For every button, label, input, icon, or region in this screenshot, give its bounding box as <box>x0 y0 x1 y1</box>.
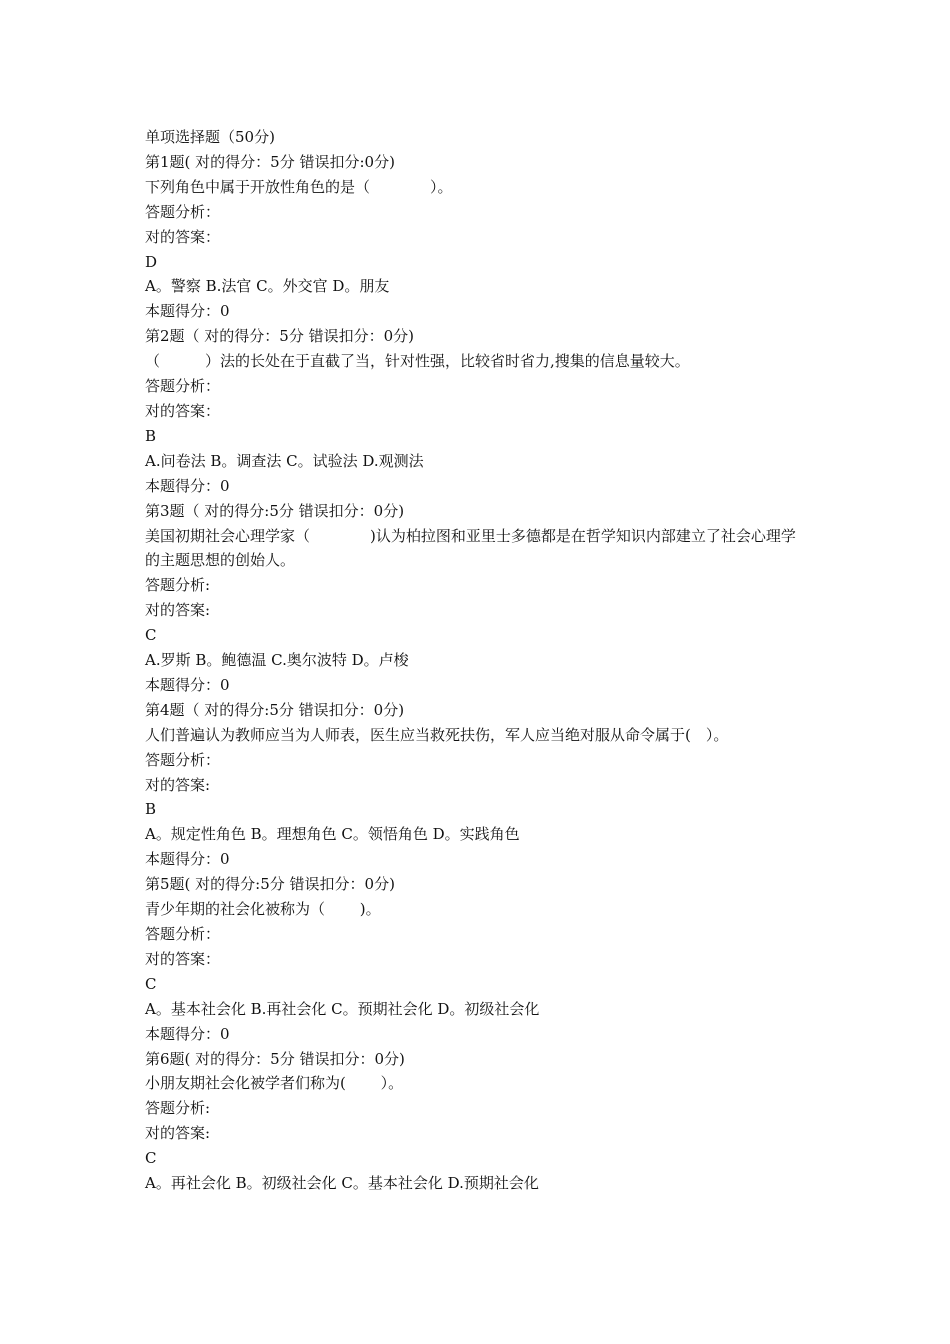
analysis-label: 答题分析： <box>145 202 221 221</box>
question-score: 本题得分：0 <box>145 1024 230 1043</box>
question-header: 第4题（ 对的得分:5分 错误扣分：0分) <box>145 700 405 719</box>
question-header: 第2题（ 对的得分：5分 错误扣分：0分) <box>145 327 415 346</box>
question-2 <box>145 324 810 498</box>
answer-value: C <box>145 974 157 993</box>
question-4 <box>145 698 810 872</box>
answer-label: 对的答案： <box>145 401 221 420</box>
question-options: A。规定性角色 B。理想角色 C。领悟角色 D。实践角色 <box>145 825 520 844</box>
question-options: A。再社会化 B。初级社会化 C。基本社会化 D.预期社会化 <box>145 1174 539 1193</box>
question-header: 第3题（ 对的得分:5分 错误扣分：0分) <box>145 501 405 520</box>
question-score: 本题得分：0 <box>145 675 230 694</box>
question-header: 第6题( 对的得分：5分 错误扣分：0分) <box>145 1049 405 1068</box>
answer-label: 对的答案： <box>145 227 221 246</box>
question-text: 下列角色中属于开放性角色的是（ ）。 <box>145 177 453 196</box>
question-3 <box>145 499 810 698</box>
answer-label: 对的答案： <box>145 949 221 968</box>
question-1 <box>145 150 810 324</box>
answer-value: C <box>145 1149 157 1168</box>
question-text: 美国初期社会心理学家（ )认为柏拉图和亚里士多德都是在哲学知识内部建立了社会心理学的主题思想的创始人。 <box>145 526 796 570</box>
question-5 <box>145 872 810 1046</box>
analysis-label: 答题分析: <box>145 1099 211 1118</box>
question-options: A.罗斯 B。鲍德温 C.奥尔波特 D。卢梭 <box>145 651 409 670</box>
question-score: 本题得分：0 <box>145 302 230 321</box>
analysis-label: 答题分析： <box>145 377 221 396</box>
question-text: 人们普遍认为教师应当为人师表，医生应当救死扶伤，军人应当绝对服从命令属于( ）。 <box>145 725 729 744</box>
question-options: A.问卷法 B。调查法 C。试验法 D.观测法 <box>145 451 424 470</box>
question-score: 本题得分：0 <box>145 476 230 495</box>
answer-value: D <box>145 252 158 271</box>
analysis-label: 答题分析： <box>145 750 221 769</box>
question-options: A。基本社会化 B.再社会化 C。预期社会化 D。初级社会化 <box>145 999 540 1018</box>
section-title: 单项选择题（50分) <box>145 128 275 146</box>
question-text: 青少年期的社会化被称为（ )。 <box>145 900 381 919</box>
question-header: 第1题( 对的得分：5分 错误扣分:0分) <box>145 152 395 171</box>
answer-label: 对的答案: <box>145 775 211 794</box>
answer-value: B <box>145 426 157 445</box>
question-header: 第5题( 对的得分:5分 错误扣分：0分) <box>145 875 395 894</box>
answer-value: B <box>145 800 157 819</box>
document-page <box>145 125 810 1196</box>
answer-value: C <box>145 626 157 645</box>
answer-label: 对的答案: <box>145 601 211 620</box>
question-score: 本题得分：0 <box>145 850 230 869</box>
question-6 <box>145 1047 810 1196</box>
question-text: 小朋友期社会化被学者们称为( ）。 <box>145 1074 404 1093</box>
analysis-label: 答题分析： <box>145 925 221 943</box>
answer-label: 对的答案: <box>145 1124 211 1143</box>
question-options: A。警察 B.法官 C。外交官 D。朋友 <box>145 277 390 296</box>
analysis-label: 答题分析: <box>145 576 211 595</box>
question-text: （ ）法的长处在于直截了当，针对性强，比较省时省力,搜集的信息量较大。 <box>145 352 690 371</box>
